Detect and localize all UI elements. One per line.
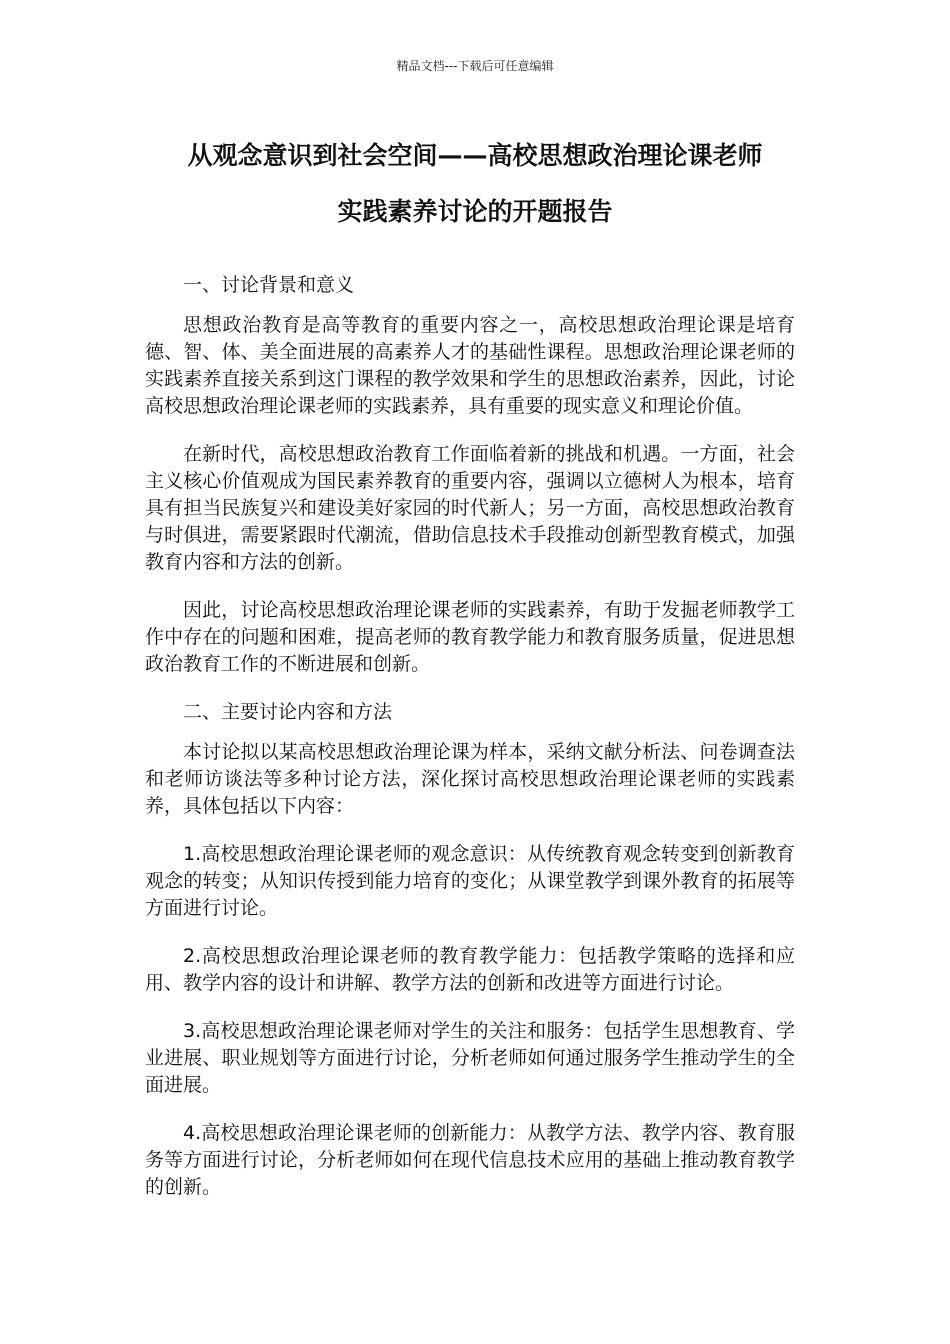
document-title-line-2: 实践素养讨论的开题报告 — [337, 197, 613, 226]
list-item: 1.高校思想政治理论课老师的观念意识：从传统教育观念转变到创新教育观念的转变；从知识传授到能力培育的变化；从课堂教学到课外教育的拓展等方面进行讨论。 — [145, 843, 795, 919]
document-title-line-1: 从观念意识到社会空间——高校思想政治理论课老师 — [187, 141, 763, 170]
paragraph: 因此，讨论高校思想政治理论课老师的实践素养，有助于发掘老师教学工作中存在的问题和困难，提高老师的教育教学能力和教育服务质量，促进思想政治教育工作的不断进展和创新。 — [145, 599, 795, 675]
section-heading-background: 一、讨论背景和意义 — [183, 274, 355, 296]
paragraph: 本讨论拟以某高校思想政治理论课为样本，采纳文献分析法、问卷调查法和老师访谈法等多种讨论方法，深化探讨高校思想政治理论课老师的实践素养，具体包括以下内容： — [145, 741, 795, 817]
document-body — [145, 272, 795, 1222]
list-item: 4.高校思想政治理论课老师的创新能力：从教学方法、教学内容、教育服务等方面进行讨论，分析老师如何在现代信息技术应用的基础上推动教育教学的创新。 — [145, 1122, 795, 1198]
section-heading-content-methods: 二、主要讨论内容和方法 — [183, 701, 393, 723]
header-note: 精品文档---下载后可任意编辑 — [396, 59, 554, 73]
paragraph: 在新时代，高校思想政治教育工作面临着新的挑战和机遇。一方面，社会主义核心价值观成为国民素养教育的重要内容，强调以立德树人为根本，培育具有担当民族复兴和建设美好家园的时代新人；另一方面，高校思想政治教育与时俱进，需要紧跟时代潮流，借助信息技术手段推动创新型教育模式，加强教育内容和方法的创新。 — [145, 443, 795, 573]
list-item: 2.高校思想政治理论课老师的教育教学能力：包括教学策略的选择和应用、教学内容的设计和讲解、教学方法的创新和改进等方面进行讨论。 — [145, 945, 795, 994]
list-item: 3.高校思想政治理论课老师对学生的关注和服务：包括学生思想教育、学业进展、职业规划等方面进行讨论，分析老师如何通过服务学生推动学生的全面进展。 — [145, 1020, 795, 1096]
paragraph: 思想政治教育是高等教育的重要内容之一，高校思想政治理论课是培育德、智、体、美全面进展的高素养人才的基础性课程。思想政治理论课老师的实践素养直接关系到这门课程的教学效果和学生的思想政治素养，因此，讨论高校思想政治理论课老师的实践素养，具有重要的现实意义和理论价值。 — [145, 314, 795, 417]
